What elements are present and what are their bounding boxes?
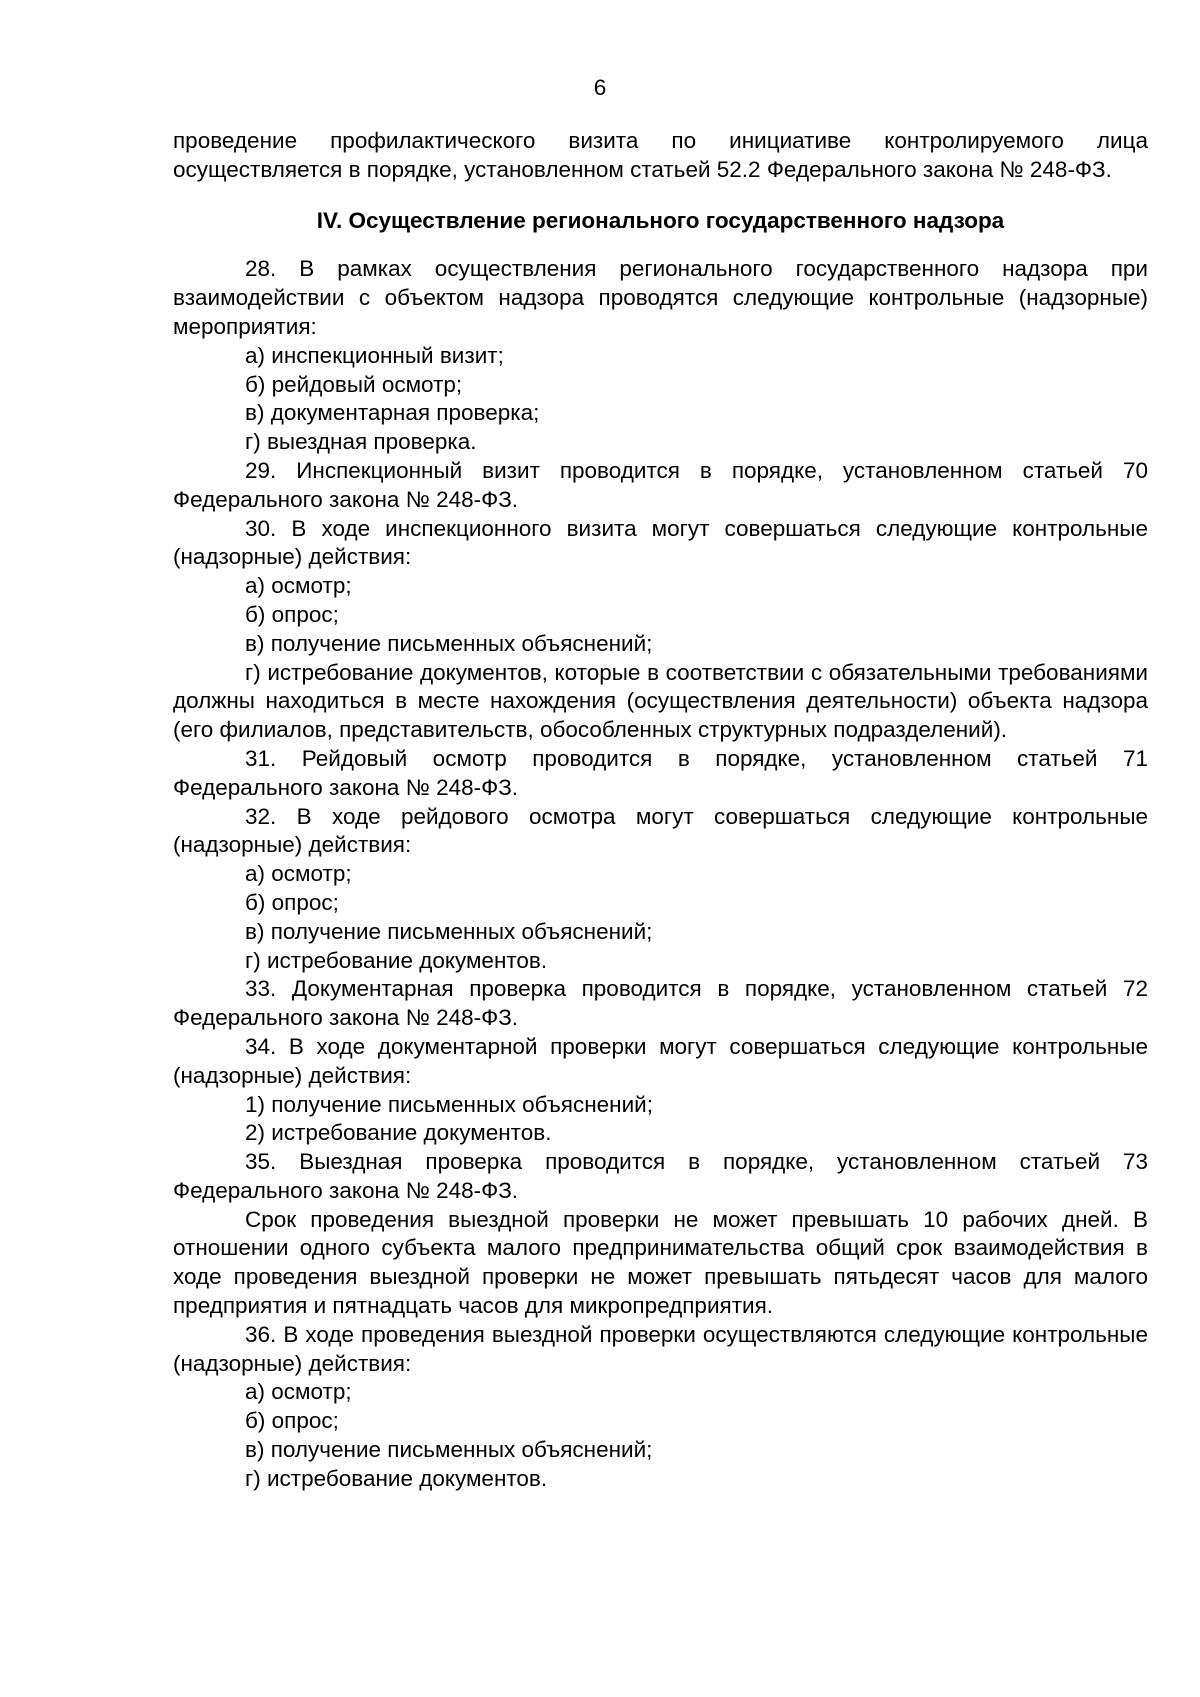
list-item: а) инспекционный визит; xyxy=(245,342,504,368)
document-body xyxy=(173,127,1148,1494)
list-item: б) опрос; xyxy=(245,889,339,915)
list-item: б) опрос; xyxy=(245,601,339,627)
paragraph-36: 36. В ходе проведения выездной проверки осуществляются следующие контрольные (надзорные) действия: xyxy=(173,1321,1148,1376)
list-item: в) документарная проверка; xyxy=(245,400,540,426)
list-item: в) получение письменных объяснений; xyxy=(245,918,653,944)
paragraph-33: 33. Документарная проверка проводится в порядке, установленном статьей 72 Федерального закона № 248-ФЗ. xyxy=(173,976,1148,1031)
list-item: в) получение письменных объяснений; xyxy=(245,1437,653,1463)
list-item: а) осмотр; xyxy=(245,573,352,599)
list-item: б) опрос; xyxy=(245,1408,339,1434)
intro-paragraph: проведение профилактического визита по инициативе контролируемого лица осуществляется в порядке, установленном статьей 52.2 Федерального закона № 248-ФЗ. xyxy=(173,128,1148,182)
list-item: а) осмотр; xyxy=(245,1379,352,1405)
list-item: в) получение письменных объяснений; xyxy=(245,630,653,656)
paragraph-28: 28. В рамках осуществления регионального государственного надзора при взаимодействии с объектом надзора проводятся следующие контрольные (надзорные) мероприятия: xyxy=(173,256,1148,339)
page-number: 6 xyxy=(593,75,607,100)
paragraph-34: 34. В ходе документарной проверки могут совершаться следующие контрольные (надзорные) действия: xyxy=(173,1033,1148,1088)
paragraph-35: 35. Выездная проверка проводится в порядке, установленном статьей 73 Федерального закона № 248-ФЗ. xyxy=(173,1149,1148,1203)
list-item: 2) истребование документов. xyxy=(245,1120,552,1146)
paragraph-30: 30. В ходе инспекционного визита могут совершаться следующие контрольные (надзорные) действия: xyxy=(173,515,1148,570)
list-item: г) выездная проверка. xyxy=(245,429,477,455)
list-item: а) осмотр; xyxy=(245,861,352,887)
paragraph-term: Срок проведения выездной проверки не может превышать 10 рабочих дней. В отношении одного субъекта малого предпринимательства общий срок взаимодействия в ходе проведения выездной проверки не может превышать пятьдесят часов для малого предприятия и пятнадцать часов для микропредприятия. xyxy=(173,1206,1148,1319)
paragraph-29: 29. Инспекционный визит проводится в порядке, установленном статьей 70 Федерального закона № 248-ФЗ. xyxy=(173,457,1148,512)
paragraph-31: 31. Рейдовый осмотр проводится в порядке, установленном статьей 71 Федерального закона № 248-ФЗ. xyxy=(173,745,1148,800)
paragraph-32: 32. В ходе рейдового осмотра могут совершаться следующие контрольные (надзорные) действия: xyxy=(173,803,1148,858)
list-item: г) истребование документов. xyxy=(245,1465,548,1491)
list-item: 1) получение письменных объяснений; xyxy=(245,1091,653,1117)
section-heading: IV. Осуществление регионального государственного надзора xyxy=(316,207,1005,233)
list-item-long: г) истребование документов, которые в соответствии с обязательными требованиями должны находиться в месте нахождения (осуществления деятельности) объекта надзора (его филиалов, представительств, обособленных структурных подразделений). xyxy=(173,659,1148,743)
list-item: г) истребование документов. xyxy=(245,947,548,973)
list-item: б) рейдовый осмотр; xyxy=(245,371,463,397)
